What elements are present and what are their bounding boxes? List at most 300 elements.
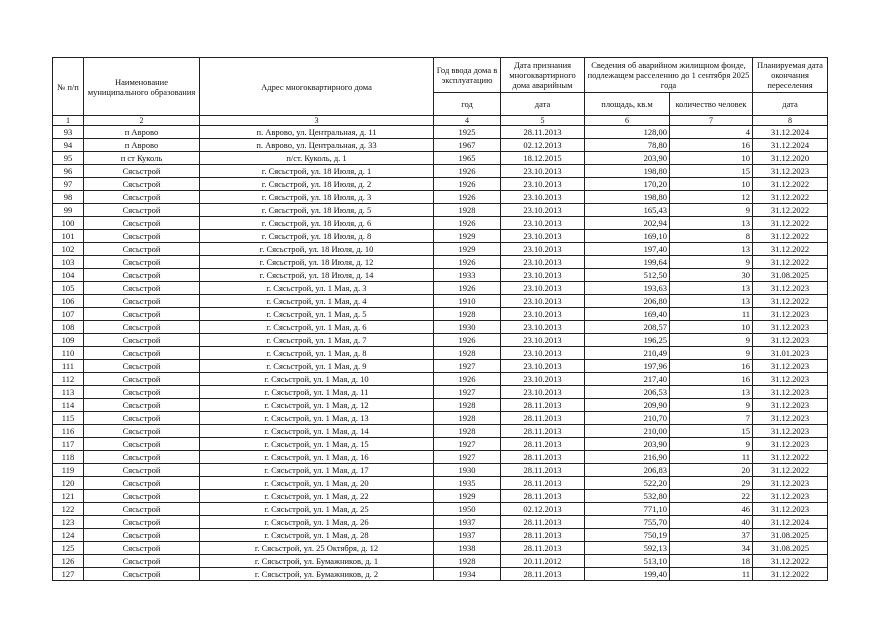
cell-area: 592,13 <box>585 542 670 555</box>
cell-area: 206,83 <box>585 464 670 477</box>
cell-address: г. Сясьстрой, ул. 18 Июля, д. 10 <box>200 243 434 256</box>
cell-address: г. Сясьстрой, ул. 1 Мая, д. 20 <box>200 477 434 490</box>
cell-people: 13 <box>670 243 753 256</box>
cell-date: 23.10.2013 <box>501 269 585 282</box>
cell-num: 104 <box>53 269 84 282</box>
cell-num: 119 <box>53 464 84 477</box>
cell-num: 93 <box>53 126 84 139</box>
cell-municipality: Сясьстрой <box>84 256 200 269</box>
cell-municipality: Сясьстрой <box>84 412 200 425</box>
table-row <box>53 490 828 503</box>
cell-year: 1926 <box>434 282 501 295</box>
cell-date: 23.10.2013 <box>501 308 585 321</box>
cell-address: г. Сясьстрой, ул. 18 Июля, д. 3 <box>200 191 434 204</box>
cell-date: 28.11.2013 <box>501 542 585 555</box>
cell-people: 10 <box>670 178 753 191</box>
table-row <box>53 256 828 269</box>
cell-address: г. Сясьстрой, ул. 18 Июля, д. 8 <box>200 230 434 243</box>
cell-year: 1926 <box>434 178 501 191</box>
cell-date: 23.10.2013 <box>501 321 585 334</box>
cell-address: г. Сясьстрой, ул. 1 Мая, д. 22 <box>200 490 434 503</box>
cell-municipality: п Аврово <box>84 139 200 152</box>
cell-plan-date: 31.12.2022 <box>753 230 828 243</box>
cell-num: 106 <box>53 295 84 308</box>
cell-plan-date: 31.08.2025 <box>753 269 828 282</box>
cell-plan-date: 31.12.2023 <box>753 308 828 321</box>
cell-date: 28.11.2013 <box>501 126 585 139</box>
cell-num: 99 <box>53 204 84 217</box>
cell-municipality: Сясьстрой <box>84 542 200 555</box>
column-number: 7 <box>670 116 753 126</box>
cell-area: 522,20 <box>585 477 670 490</box>
header-year: Год ввода дома в эксплуатацию <box>434 58 501 93</box>
cell-people: 37 <box>670 529 753 542</box>
cell-area: 210,70 <box>585 412 670 425</box>
cell-people: 8 <box>670 230 753 243</box>
cell-area: 203,90 <box>585 438 670 451</box>
cell-people: 16 <box>670 139 753 152</box>
cell-address: г. Сясьстрой, ул. 18 Июля, д. 1 <box>200 165 434 178</box>
cell-area: 197,96 <box>585 360 670 373</box>
cell-num: 108 <box>53 321 84 334</box>
cell-municipality: Сясьстрой <box>84 191 200 204</box>
cell-area: 169,40 <box>585 308 670 321</box>
cell-people: 16 <box>670 360 753 373</box>
document-page <box>52 57 827 581</box>
housing-table <box>52 57 828 581</box>
cell-people: 11 <box>670 308 753 321</box>
cell-year: 1938 <box>434 542 501 555</box>
cell-address: г. Сясьстрой, ул. 1 Мая, д. 11 <box>200 386 434 399</box>
cell-plan-date: 31.12.2023 <box>753 412 828 425</box>
cell-num: 101 <box>53 230 84 243</box>
cell-year: 1926 <box>434 191 501 204</box>
cell-municipality: Сясьстрой <box>84 568 200 581</box>
cell-plan-date: 31.12.2023 <box>753 386 828 399</box>
cell-area: 128,00 <box>585 126 670 139</box>
column-numbers-row <box>53 116 828 126</box>
cell-address: г. Сясьстрой, ул. 1 Мая, д. 16 <box>200 451 434 464</box>
cell-people: 16 <box>670 373 753 386</box>
cell-plan-date: 31.12.2023 <box>753 373 828 386</box>
header-date: Дата признания многоквартирного дома аварийным <box>501 58 585 93</box>
cell-people: 11 <box>670 568 753 581</box>
cell-area: 210,49 <box>585 347 670 360</box>
table-row <box>53 438 828 451</box>
table-row <box>53 568 828 581</box>
cell-year: 1928 <box>434 399 501 412</box>
cell-people: 20 <box>670 464 753 477</box>
cell-plan-date: 31.12.2022 <box>753 256 828 269</box>
table-row <box>53 191 828 204</box>
cell-plan-date: 31.12.2023 <box>753 490 828 503</box>
subheader-plan: дата <box>753 93 828 116</box>
cell-address: г. Сясьстрой, ул. 1 Мая, д. 26 <box>200 516 434 529</box>
table-row <box>53 373 828 386</box>
cell-plan-date: 31.12.2022 <box>753 555 828 568</box>
cell-num: 114 <box>53 399 84 412</box>
cell-date: 23.10.2013 <box>501 204 585 217</box>
header-address: Адрес многоквартирного дома <box>200 58 434 116</box>
cell-municipality: Сясьстрой <box>84 503 200 516</box>
cell-area: 199,40 <box>585 568 670 581</box>
cell-people: 18 <box>670 555 753 568</box>
cell-date: 23.10.2013 <box>501 243 585 256</box>
cell-year: 1937 <box>434 529 501 542</box>
table-row <box>53 451 828 464</box>
cell-plan-date: 31.12.2022 <box>753 217 828 230</box>
cell-municipality: Сясьстрой <box>84 243 200 256</box>
cell-area: 532,80 <box>585 490 670 503</box>
subheader-date: дата <box>501 93 585 116</box>
cell-year: 1927 <box>434 451 501 464</box>
cell-plan-date: 31.12.2023 <box>753 399 828 412</box>
cell-area: 216,90 <box>585 451 670 464</box>
cell-plan-date: 31.12.2023 <box>753 165 828 178</box>
cell-num: 115 <box>53 412 84 425</box>
cell-municipality: Сясьстрой <box>84 464 200 477</box>
cell-plan-date: 31.01.2023 <box>753 347 828 360</box>
table-row <box>53 204 828 217</box>
header-num: № п/п <box>53 58 84 116</box>
table-body <box>53 126 828 581</box>
cell-plan-date: 31.12.2020 <box>753 152 828 165</box>
cell-address: г. Сясьстрой, ул. 1 Мая, д. 28 <box>200 529 434 542</box>
cell-people: 9 <box>670 334 753 347</box>
cell-municipality: п ст Куколь <box>84 152 200 165</box>
cell-address: г. Сясьстрой, ул. 18 Июля, д. 14 <box>200 269 434 282</box>
cell-num: 123 <box>53 516 84 529</box>
cell-area: 169,10 <box>585 230 670 243</box>
cell-year: 1910 <box>434 295 501 308</box>
subheader-people: количество человек <box>670 93 753 116</box>
header-plan: Планируемая дата окончания переселения <box>753 58 828 93</box>
cell-date: 23.10.2013 <box>501 295 585 308</box>
cell-year: 1928 <box>434 204 501 217</box>
table-row <box>53 243 828 256</box>
cell-num: 105 <box>53 282 84 295</box>
cell-num: 107 <box>53 308 84 321</box>
cell-year: 1926 <box>434 334 501 347</box>
cell-year: 1928 <box>434 555 501 568</box>
cell-year: 1935 <box>434 477 501 490</box>
cell-year: 1926 <box>434 217 501 230</box>
cell-num: 122 <box>53 503 84 516</box>
cell-area: 199,64 <box>585 256 670 269</box>
cell-num: 113 <box>53 386 84 399</box>
cell-year: 1926 <box>434 256 501 269</box>
cell-municipality: Сясьстрой <box>84 451 200 464</box>
cell-people: 13 <box>670 386 753 399</box>
column-number: 2 <box>84 116 200 126</box>
cell-address: г. Сясьстрой, ул. 1 Мая, д. 5 <box>200 308 434 321</box>
cell-people: 13 <box>670 282 753 295</box>
column-number: 8 <box>753 116 828 126</box>
cell-area: 217,40 <box>585 373 670 386</box>
cell-municipality: Сясьстрой <box>84 334 200 347</box>
cell-num: 118 <box>53 451 84 464</box>
cell-address: г. Сясьстрой, ул. 18 Июля, д. 12 <box>200 256 434 269</box>
cell-municipality: Сясьстрой <box>84 178 200 191</box>
cell-year: 1934 <box>434 568 501 581</box>
cell-people: 10 <box>670 152 753 165</box>
table-row <box>53 321 828 334</box>
table-row <box>53 178 828 191</box>
table-row <box>53 308 828 321</box>
table-row <box>53 360 828 373</box>
cell-plan-date: 31.12.2022 <box>753 451 828 464</box>
cell-address: п. Аврово, ул. Центральная, д. 33 <box>200 139 434 152</box>
cell-municipality: Сясьстрой <box>84 321 200 334</box>
cell-address: п. Аврово, ул. Центральная, д. 11 <box>200 126 434 139</box>
cell-year: 1967 <box>434 139 501 152</box>
column-number: 3 <box>200 116 434 126</box>
cell-date: 23.10.2013 <box>501 360 585 373</box>
cell-address: г. Сясьстрой, ул. 1 Мая, д. 13 <box>200 412 434 425</box>
cell-num: 95 <box>53 152 84 165</box>
cell-municipality: Сясьстрой <box>84 347 200 360</box>
cell-date: 23.10.2013 <box>501 191 585 204</box>
cell-num: 111 <box>53 360 84 373</box>
cell-address: г. Сясьстрой, ул. 1 Мая, д. 4 <box>200 295 434 308</box>
cell-address: г. Сясьстрой, ул. 1 Мая, д. 10 <box>200 373 434 386</box>
header-info: Сведения об аварийном жилищном фонде, подлежащем расселению до 1 сентября 2025 года <box>585 58 753 93</box>
table-row <box>53 152 828 165</box>
cell-area: 771,10 <box>585 503 670 516</box>
cell-municipality: Сясьстрой <box>84 360 200 373</box>
cell-address: г. Сясьстрой, ул. 1 Мая, д. 12 <box>200 399 434 412</box>
cell-municipality: Сясьстрой <box>84 490 200 503</box>
cell-year: 1928 <box>434 308 501 321</box>
table-row <box>53 334 828 347</box>
cell-plan-date: 31.12.2022 <box>753 464 828 477</box>
cell-people: 10 <box>670 321 753 334</box>
column-number: 4 <box>434 116 501 126</box>
cell-year: 1927 <box>434 360 501 373</box>
cell-date: 02.12.2013 <box>501 503 585 516</box>
cell-year: 1925 <box>434 126 501 139</box>
cell-address: г. Сясьстрой, ул. 18 Июля, д. 2 <box>200 178 434 191</box>
cell-address: г. Сясьстрой, ул. 1 Мая, д. 25 <box>200 503 434 516</box>
cell-people: 9 <box>670 204 753 217</box>
cell-date: 18.12.2015 <box>501 152 585 165</box>
header-municipality: Наименование муниципального образования <box>84 58 200 116</box>
cell-year: 1929 <box>434 243 501 256</box>
cell-people: 13 <box>670 295 753 308</box>
table-row <box>53 230 828 243</box>
table-row <box>53 139 828 152</box>
table-row <box>53 165 828 178</box>
cell-area: 208,57 <box>585 321 670 334</box>
cell-plan-date: 31.12.2022 <box>753 204 828 217</box>
cell-date: 28.11.2013 <box>501 529 585 542</box>
cell-people: 4 <box>670 126 753 139</box>
table-row <box>53 425 828 438</box>
cell-date: 28.11.2013 <box>501 477 585 490</box>
table-row <box>53 269 828 282</box>
cell-area: 170,20 <box>585 178 670 191</box>
cell-municipality: Сясьстрой <box>84 204 200 217</box>
cell-plan-date: 31.12.2023 <box>753 334 828 347</box>
cell-date: 28.11.2013 <box>501 451 585 464</box>
cell-municipality: Сясьстрой <box>84 308 200 321</box>
cell-municipality: Сясьстрой <box>84 516 200 529</box>
cell-municipality: Сясьстрой <box>84 438 200 451</box>
table-row <box>53 529 828 542</box>
cell-plan-date: 31.12.2023 <box>753 321 828 334</box>
column-number: 1 <box>53 116 84 126</box>
cell-address: г. Сясьстрой, ул. Бумажников, д. 2 <box>200 568 434 581</box>
cell-address: г. Сясьстрой, ул. 1 Мая, д. 9 <box>200 360 434 373</box>
cell-num: 120 <box>53 477 84 490</box>
cell-area: 512,50 <box>585 269 670 282</box>
cell-address: г. Сясьстрой, ул. 18 Июля, д. 6 <box>200 217 434 230</box>
cell-address: г. Сясьстрой, ул. 1 Мая, д. 3 <box>200 282 434 295</box>
cell-num: 100 <box>53 217 84 230</box>
cell-people: 46 <box>670 503 753 516</box>
cell-num: 97 <box>53 178 84 191</box>
cell-num: 117 <box>53 438 84 451</box>
table-row <box>53 503 828 516</box>
cell-area: 513,10 <box>585 555 670 568</box>
cell-area: 196,25 <box>585 334 670 347</box>
cell-area: 750,19 <box>585 529 670 542</box>
cell-num: 124 <box>53 529 84 542</box>
cell-year: 1933 <box>434 269 501 282</box>
cell-year: 1928 <box>434 425 501 438</box>
cell-plan-date: 31.12.2023 <box>753 477 828 490</box>
cell-municipality: Сясьстрой <box>84 269 200 282</box>
cell-municipality: Сясьстрой <box>84 295 200 308</box>
cell-num: 126 <box>53 555 84 568</box>
cell-municipality: п Аврово <box>84 126 200 139</box>
cell-municipality: Сясьстрой <box>84 555 200 568</box>
cell-area: 165,43 <box>585 204 670 217</box>
cell-num: 116 <box>53 425 84 438</box>
column-number: 6 <box>585 116 670 126</box>
cell-area: 78,80 <box>585 139 670 152</box>
cell-year: 1928 <box>434 347 501 360</box>
cell-address: г. Сясьстрой, ул. 1 Мая, д. 6 <box>200 321 434 334</box>
cell-municipality: Сясьстрой <box>84 230 200 243</box>
cell-area: 210,00 <box>585 425 670 438</box>
table-row <box>53 347 828 360</box>
cell-date: 28.11.2013 <box>501 412 585 425</box>
cell-year: 1928 <box>434 412 501 425</box>
cell-people: 15 <box>670 425 753 438</box>
table-row <box>53 399 828 412</box>
cell-people: 22 <box>670 490 753 503</box>
cell-year: 1950 <box>434 503 501 516</box>
table-row <box>53 126 828 139</box>
table-row <box>53 217 828 230</box>
cell-date: 23.10.2013 <box>501 334 585 347</box>
cell-plan-date: 31.12.2022 <box>753 568 828 581</box>
cell-num: 96 <box>53 165 84 178</box>
cell-plan-date: 31.12.2022 <box>753 191 828 204</box>
cell-num: 103 <box>53 256 84 269</box>
cell-date: 28.11.2013 <box>501 464 585 477</box>
cell-address: г. Сясьстрой, ул. 1 Мая, д. 14 <box>200 425 434 438</box>
cell-people: 15 <box>670 165 753 178</box>
cell-date: 23.10.2013 <box>501 217 585 230</box>
cell-date: 23.10.2013 <box>501 282 585 295</box>
cell-people: 34 <box>670 542 753 555</box>
cell-area: 198,80 <box>585 191 670 204</box>
table-row <box>53 542 828 555</box>
cell-plan-date: 31.12.2023 <box>753 425 828 438</box>
cell-num: 94 <box>53 139 84 152</box>
cell-date: 28.11.2013 <box>501 425 585 438</box>
cell-plan-date: 31.08.2025 <box>753 529 828 542</box>
cell-address: г. Сясьстрой, ул. 25 Октября, д. 12 <box>200 542 434 555</box>
table-row <box>53 282 828 295</box>
cell-num: 127 <box>53 568 84 581</box>
cell-address: г. Сясьстрой, ул. 1 Мая, д. 17 <box>200 464 434 477</box>
cell-area: 755,70 <box>585 516 670 529</box>
cell-municipality: Сясьстрой <box>84 477 200 490</box>
cell-date: 20.11.2012 <box>501 555 585 568</box>
cell-num: 112 <box>53 373 84 386</box>
cell-num: 121 <box>53 490 84 503</box>
table-row <box>53 555 828 568</box>
cell-area: 202,94 <box>585 217 670 230</box>
cell-people: 9 <box>670 347 753 360</box>
cell-num: 110 <box>53 347 84 360</box>
cell-municipality: Сясьстрой <box>84 217 200 230</box>
cell-plan-date: 31.12.2022 <box>753 243 828 256</box>
cell-address: п/ст. Куколь, д. 1 <box>200 152 434 165</box>
cell-num: 98 <box>53 191 84 204</box>
cell-people: 40 <box>670 516 753 529</box>
cell-plan-date: 31.12.2022 <box>753 178 828 191</box>
cell-people: 30 <box>670 269 753 282</box>
cell-year: 1927 <box>434 438 501 451</box>
cell-plan-date: 31.12.2024 <box>753 516 828 529</box>
cell-date: 28.11.2013 <box>501 438 585 451</box>
cell-people: 13 <box>670 217 753 230</box>
cell-date: 28.11.2013 <box>501 490 585 503</box>
cell-address: г. Сясьстрой, ул. Бумажников, д. 1 <box>200 555 434 568</box>
table-row <box>53 516 828 529</box>
cell-people: 9 <box>670 438 753 451</box>
table-row <box>53 464 828 477</box>
cell-date: 23.10.2013 <box>501 373 585 386</box>
cell-year: 1929 <box>434 490 501 503</box>
cell-year: 1929 <box>434 230 501 243</box>
cell-municipality: Сясьстрой <box>84 282 200 295</box>
cell-people: 7 <box>670 412 753 425</box>
cell-area: 193,63 <box>585 282 670 295</box>
cell-date: 23.10.2013 <box>501 256 585 269</box>
table-row <box>53 295 828 308</box>
cell-municipality: Сясьстрой <box>84 386 200 399</box>
subheader-area: площадь, кв.м <box>585 93 670 116</box>
cell-plan-date: 31.12.2023 <box>753 360 828 373</box>
cell-date: 23.10.2013 <box>501 165 585 178</box>
cell-area: 209,90 <box>585 399 670 412</box>
cell-area: 206,53 <box>585 386 670 399</box>
cell-date: 23.10.2013 <box>501 178 585 191</box>
column-number: 5 <box>501 116 585 126</box>
cell-address: г. Сясьстрой, ул. 1 Мая, д. 7 <box>200 334 434 347</box>
cell-area: 197,40 <box>585 243 670 256</box>
cell-date: 28.11.2013 <box>501 516 585 529</box>
cell-municipality: Сясьстрой <box>84 373 200 386</box>
cell-plan-date: 31.12.2024 <box>753 139 828 152</box>
table-row <box>53 477 828 490</box>
cell-num: 125 <box>53 542 84 555</box>
